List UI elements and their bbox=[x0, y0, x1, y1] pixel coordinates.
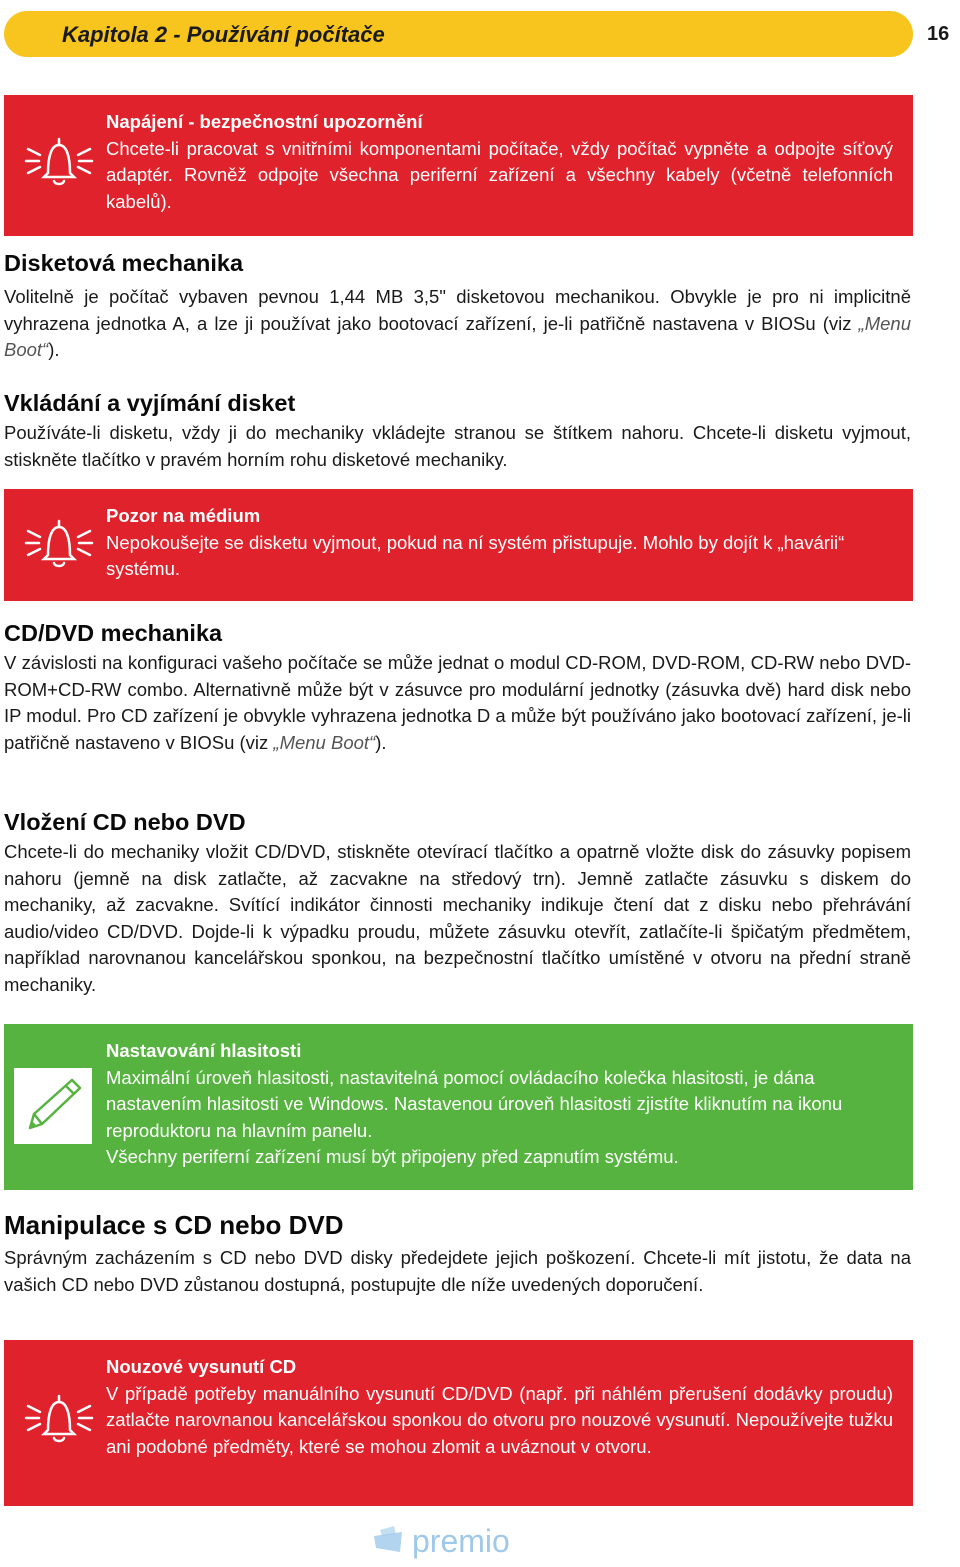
warning-box-media bbox=[4, 489, 913, 601]
menu-boot-reference: „Menu Boot“ bbox=[273, 731, 376, 753]
warning-text: V případě potřeby manuálního vysunutí CD/DVD (např. při náhlém přerušení dodávky proudu) zatlačte narovnanou kancelářskou sponkou do otvoru pro nouzové vysunutí. Nepoužívejte tužku ani podobné předměty, které se mohou zlomit a uváznout v otvoru. bbox=[106, 1382, 893, 1457]
paragraph-insert-floppy: Používáte-li disketu, vždy ji do mechaniky vkládejte stranou se štítkem nahoru. Chcete-li disketu vyjmout, stiskněte tlačítko v pravém horním rohu disketové mechaniky. bbox=[4, 422, 911, 470]
note-text-2: Všechny periferní zařízení musí být připojeny před zapnutím systému. bbox=[106, 1146, 679, 1167]
note-title: Nastavování hlasitosti bbox=[106, 1040, 302, 1061]
section-title-handling: Manipulace s CD nebo DVD bbox=[4, 1210, 344, 1240]
paragraph-floppy bbox=[4, 284, 911, 364]
bell-warning-icon bbox=[24, 517, 94, 571]
menu-boot-reference: „Menu Boot“ bbox=[4, 312, 911, 361]
paragraph-text: Volitelně je počítač vybaven pevnou 1,44 MB 3,5" disketovou mechanikou. Obvykle je pro ni implicitně vyhrazena jednotka A, a lze ji používat jako bootovací zařízení, je-li patřičně nastavena v BIOSu (viz bbox=[4, 286, 911, 334]
logo-wordmark: premio bbox=[412, 1523, 510, 1559]
pencil-note-icon bbox=[14, 1068, 92, 1144]
paragraph-text-end: ). bbox=[375, 731, 387, 753]
paragraph-cd-dvd bbox=[4, 650, 911, 756]
warning-text: Chcete-li pracovat s vnitřními komponentami počítače, vždy počítač vypněte a odpojte síťový adaptér. Rovněž odpojte všechna periferní zařízení a všechny kabely (včetně telefonních kabelů). bbox=[106, 137, 893, 212]
paragraph-text: V závislosti na konfiguraci vašeho počítače se může jednat o modul CD-ROM, DVD-ROM, CD-RW nebo DVD-ROM+CD-RW combo. Alternativně může být v zásuvce pro modulární jednotky (zásuvka dvě) hard disk nebo IP modul. Pro CD zařízení je obvykle vyhrazena jednotka D a může být používáno jako bootovací zařízení, je-li patřičně nastaveno v BIOSu (viz bbox=[4, 652, 911, 753]
bell-warning-icon bbox=[24, 1392, 94, 1446]
premio-logo bbox=[372, 1522, 547, 1562]
note-box-volume bbox=[4, 1024, 913, 1190]
chapter-header bbox=[4, 11, 913, 57]
paragraph-text-end: ). bbox=[48, 339, 60, 361]
page-number: 16 bbox=[927, 23, 950, 45]
section-title-floppy: Disketová mechanika bbox=[4, 250, 244, 276]
paragraph-handling: Správným zacházením s CD nebo DVD disky předejdete jejich poškození. Chcete-li mít jistotu, že data na vašich CD nebo DVD zůstanou dostupná, postupujte dle níže uvedených doporučení. bbox=[4, 1247, 911, 1295]
warning-title: Napájení - bezpečnostní upozornění bbox=[106, 111, 423, 132]
chapter-title: Kapitola 2 - Používání počítače bbox=[62, 22, 385, 47]
section-title-insert-floppy: Vkládání a vyjímání disket bbox=[4, 390, 296, 416]
warning-title: Nouzové vysunutí CD bbox=[106, 1356, 297, 1377]
section-title-cd-dvd: CD/DVD mechanika bbox=[4, 620, 223, 646]
paragraph-insert-cd: Chcete-li do mechaniky vložit CD/DVD, stiskněte otevírací tlačítko a opatrně vložte disk do zásuvky popisem nahoru (jemně na disk zatlačte, až zacvakne na středový trn). Jemně zatlačte zásuvku s diskem do mechaniky, až zacvakne. Svítící indikátor činnosti mechaniky indikuje čtení dat z disku nebo přehrávání audio/video CD/DVD. Dojde-li k výpadku proudu, můžete zásuvku otevřít, zatlačíte-li špičatým předmětem, například narovnanou kancelářskou sponkou, na bezpečnostní tlačítko umístěné v otvoru na přední straně mechaniky. bbox=[4, 841, 911, 995]
warning-text: Nepokoušejte se disketu vyjmout, pokud na ní systém přistupuje. Mohlo by dojít k „havárii“ systému. bbox=[106, 531, 845, 579]
warning-title: Pozor na médium bbox=[106, 505, 261, 526]
note-text: Maximální úroveň hlasitosti, nastavitelná pomocí ovládacího kolečka hlasitosti, je dána nastavením hlasitosti ve Windows. Nastavenou úroveň hlasitosti zjistíte kliknutím na ikonu reproduktoru na hlavním panelu. bbox=[106, 1066, 843, 1141]
bell-warning-icon bbox=[24, 135, 94, 189]
warning-box-power bbox=[4, 95, 913, 236]
warning-box-eject bbox=[4, 1340, 913, 1506]
section-title-insert-cd: Vložení CD nebo DVD bbox=[4, 809, 246, 835]
